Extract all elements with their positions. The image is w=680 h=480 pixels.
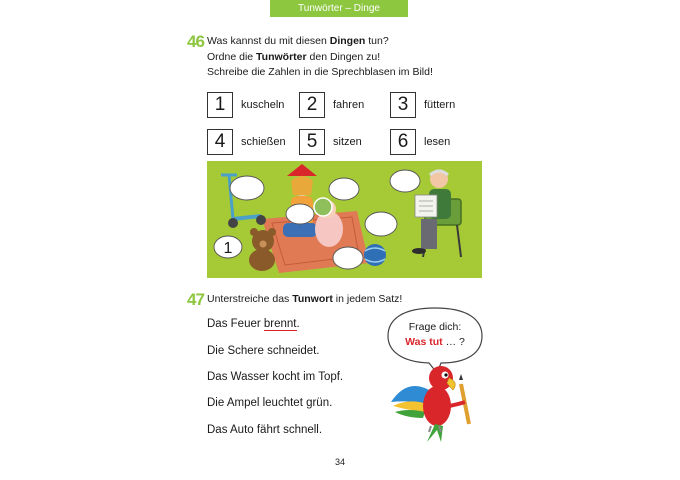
exercise-47-instructions: Unterstreiche das Tunwort in jedem Satz! bbox=[207, 293, 403, 305]
sentence-example: Das Feuer brennt. bbox=[207, 318, 300, 330]
speech-bubble-3 bbox=[286, 204, 314, 224]
hint-line-2: Was tut … ? bbox=[405, 336, 465, 348]
sentence-4: Die Ampel leuchtet grün. bbox=[207, 397, 333, 409]
word-label: fahren bbox=[333, 99, 365, 111]
number-box: 4 bbox=[207, 129, 233, 155]
number-box: 1 bbox=[207, 92, 233, 118]
word-label: füttern bbox=[424, 99, 456, 111]
page-number: 34 bbox=[334, 457, 345, 467]
sentence-2: Die Schere schneidet. bbox=[207, 345, 320, 357]
word-label: lesen bbox=[424, 136, 451, 148]
parrot-drawing bbox=[383, 360, 483, 445]
speech-bubble-5 bbox=[333, 247, 363, 269]
number-box: 2 bbox=[299, 92, 325, 118]
word-item-2 bbox=[299, 92, 364, 118]
word-item-6 bbox=[390, 129, 450, 155]
illustration-scene bbox=[207, 161, 482, 278]
number-box: 6 bbox=[390, 129, 416, 155]
exercise-46-number: 46 bbox=[187, 32, 204, 51]
instruction-line-3: Schreibe die Zahlen in die Sprechblasen im Bild! bbox=[207, 66, 433, 78]
header-title: Tunwörter – Dinge bbox=[298, 3, 380, 14]
sentence-3: Das Wasser kocht im Topf. bbox=[207, 371, 344, 383]
instruction-line-1: Was kannst du mit diesen Dingen tun? bbox=[207, 35, 389, 47]
word-item-3 bbox=[390, 92, 455, 118]
speech-bubble-2 bbox=[329, 178, 359, 200]
hint-line-1: Frage dich: bbox=[408, 321, 462, 333]
word-item-4 bbox=[207, 129, 286, 155]
word-label: sitzen bbox=[333, 136, 362, 148]
instruction-line-2: Ordne die Tunwörter den Dingen zu! bbox=[207, 50, 381, 63]
word-label: schießen bbox=[241, 136, 286, 148]
word-item-5 bbox=[299, 129, 362, 155]
number-box: 5 bbox=[299, 129, 325, 155]
speech-bubble-answer-text: 1 bbox=[223, 240, 233, 257]
page-header-bar bbox=[270, 0, 408, 17]
ball-drawing bbox=[364, 244, 386, 266]
sentence-5: Das Auto fährt schnell. bbox=[207, 424, 323, 436]
exercise-46-instructions bbox=[207, 34, 433, 81]
word-label: kuscheln bbox=[241, 99, 285, 111]
underlined-verb: brennt bbox=[263, 318, 297, 330]
number-box: 3 bbox=[390, 92, 416, 118]
word-item-1 bbox=[207, 92, 284, 118]
speech-bubble-6 bbox=[390, 170, 420, 192]
speech-bubble-4 bbox=[365, 212, 397, 236]
exercise-47-number: 47 bbox=[187, 290, 204, 309]
speech-bubble-1 bbox=[230, 176, 264, 200]
